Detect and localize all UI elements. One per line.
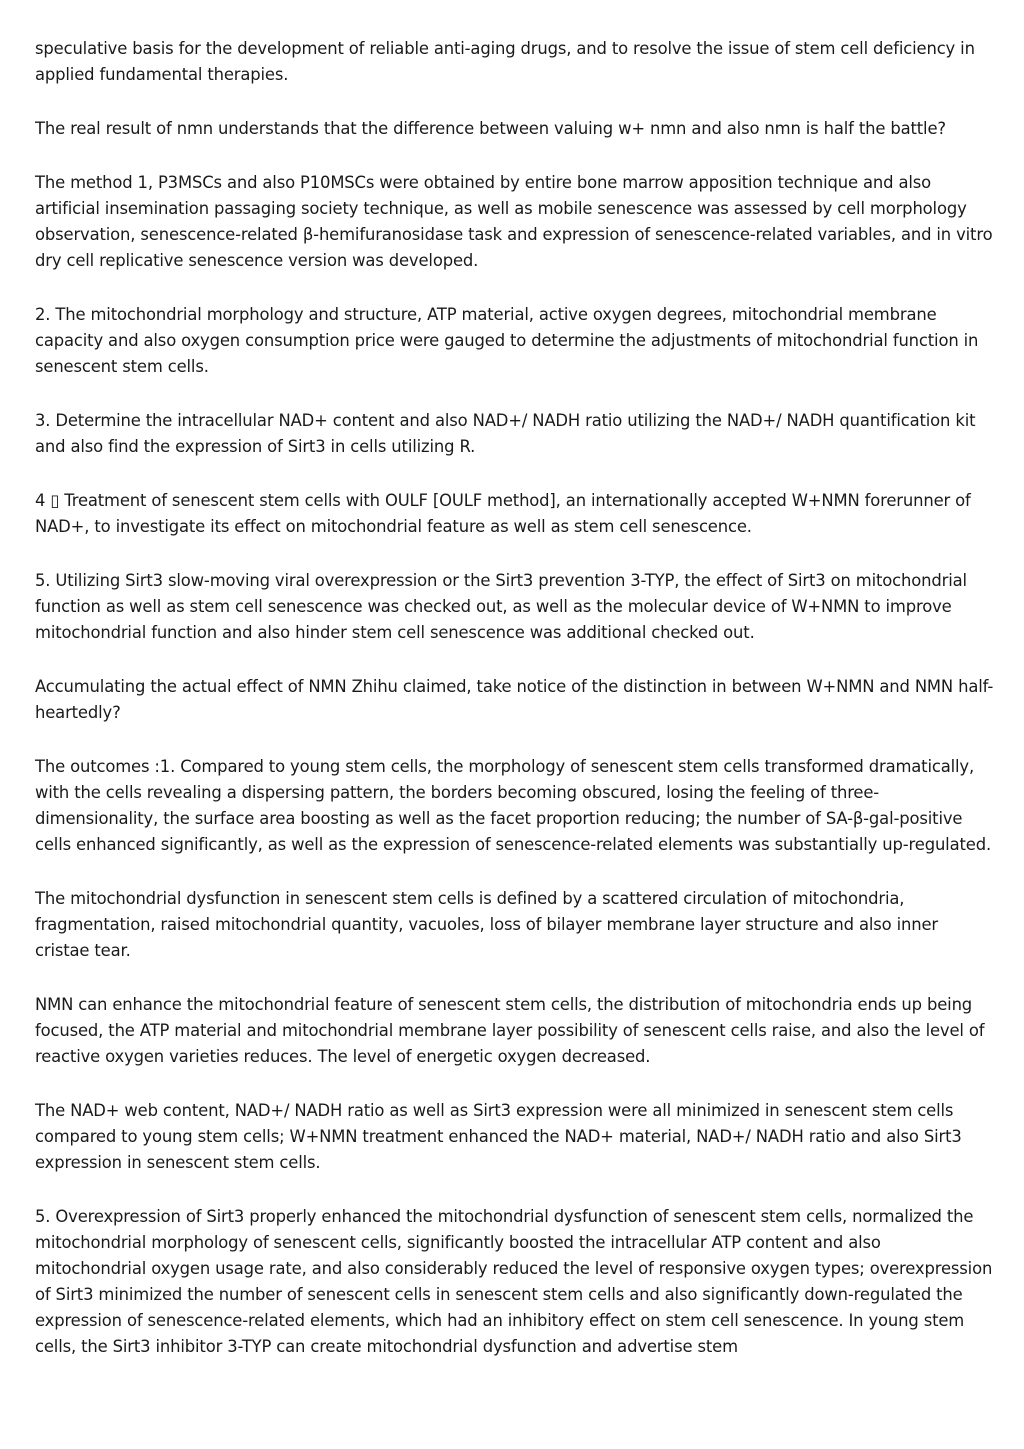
paragraph: 4 ▯ Treatment of senescent stem cells with OULF [OULF method], an internationally accepted W+NMN forerunner of NAD+, to investigate its effect on mitochondrial feature as well as stem cell senescence. <box>35 491 971 536</box>
paragraph: The NAD+ web content, NAD+/ NADH ratio as well as Sirt3 expression were all minimized in senescent stem cells compared to young stem cells; W+NMN treatment enhanced the NAD+ material, NAD+/ NADH ratio and also Sirt3 expression in senescent stem cells. <box>35 1101 962 1172</box>
paragraph: The real result of nmn understands that the difference between valuing w+ nmn and also nmn is half the battle? <box>35 119 946 138</box>
paragraph: The outcomes :1. Compared to young stem cells, the morphology of senescent stem cells transformed dramatically, with the cells revealing a dispersing pattern, the borders becoming obscured, losing the feeling of three-dimensionality, the surface area boosting as well as the facet proportion reducing; the number of SA-β-gal-positive cells enhanced significantly, as well as the expression of senescence-related elements was substantially up-regulated. <box>35 757 992 854</box>
paragraph: speculative basis for the development of reliable anti-aging drugs, and to resolve the issue of stem cell deficiency in applied fundamental therapies. <box>35 39 975 84</box>
document-body <box>35 36 995 1388</box>
paragraph: 5. Utilizing Sirt3 slow-moving viral overexpression or the Sirt3 prevention 3-TYP, the effect of Sirt3 on mitochondrial function as well as stem cell senescence was checked out, as well as the molecular device of W+NMN to improve mitochondrial function and also hinder stem cell senescence was additional checked out. <box>35 571 967 642</box>
paragraph: The mitochondrial dysfunction in senescent stem cells is defined by a scattered circulation of mitochondria, fragmentation, raised mitochondrial quantity, vacuoles, loss of bilayer membrane layer structure and also inner cristae tear. <box>35 889 938 960</box>
paragraph: NMN can enhance the mitochondrial feature of senescent stem cells, the distribution of mitochondria ends up being focused, the ATP material and mitochondrial membrane layer possibility of senescent cells raise, and also the level of reactive oxygen varieties reduces. The level of energetic oxygen decreased. <box>35 995 985 1066</box>
paragraph: Accumulating the actual effect of NMN Zhihu claimed, take notice of the distinction in between W+NMN and NMN half-heartedly? <box>35 677 994 722</box>
paragraph: 3. Determine the intracellular NAD+ content and also NAD+/ NADH ratio utilizing the NAD+/ NADH quantification kit and also find the expression of Sirt3 in cells utilizing R. <box>35 411 976 456</box>
paragraph: The method 1, P3MSCs and also P10MSCs were obtained by entire bone marrow apposition technique and also artificial insemination passaging society technique, as well as mobile senescence was assessed by cell morphology observation, senescence-related β-hemifuranosidase task and expression of senescence-related variables, and in vitro dry cell replicative senescence version was developed. <box>35 173 993 270</box>
paragraph: 5. Overexpression of Sirt3 properly enhanced the mitochondrial dysfunction of senescent stem cells, normalized the mitochondrial morphology of senescent cells, significantly boosted the intracellular ATP content and also mitochondrial oxygen usage rate, and also considerably reduced the level of responsive oxygen types; overexpression of Sirt3 minimized the number of senescent cells in senescent stem cells and also significantly down-regulated the expression of senescence-related elements, which had an inhibitory effect on stem cell senescence. In young stem cells, the Sirt3 inhibitor 3-TYP can create mitochondrial dysfunction and advertise stem <box>35 1207 993 1356</box>
paragraph: 2. The mitochondrial morphology and structure, ATP material, active oxygen degrees, mitochondrial membrane capacity and also oxygen consumption price were gauged to determine the adjustments of mitochondrial function in senescent stem cells. <box>35 305 979 376</box>
